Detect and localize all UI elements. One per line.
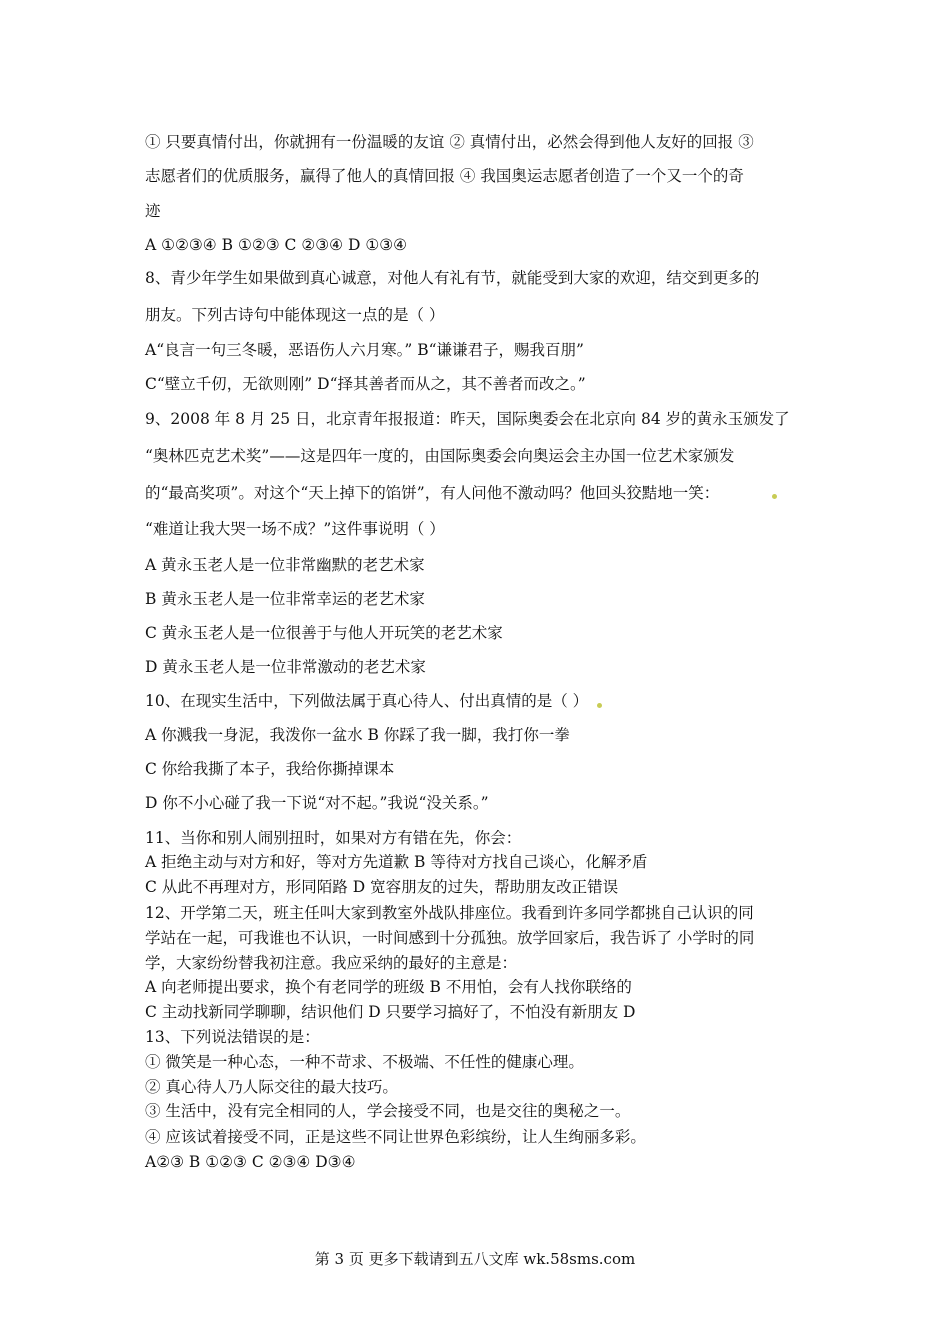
- text-line: 朋友。下列古诗句中能体现这一点的是（ ）: [145, 306, 445, 324]
- text-line: “奥林匹克艺术奖”——这是四年一度的，由国际奥委会向奥运会主办国一位艺术家颁发: [145, 447, 735, 465]
- text-line: 的“最高奖项”。对这个“天上掉下的馅饼”，有人问他不激动吗？他回头狡黠地一笑：: [145, 484, 720, 502]
- text-line: A 你溅我一身泥，我泼你一盆水 B 你踩了我一脚，我打你一拳: [145, 726, 570, 744]
- text-line: ③ 生活中，没有完全相同的人，学会接受不同，也是交往的奥秘之一。: [145, 1102, 631, 1120]
- text-line: A 向老师提出要求，换个有老同学的班级 B 不用怕，会有人找你联络的: [145, 978, 632, 996]
- text-line: 9、2008 年 8 月 25 日，北京青年报报道：昨天，国际奥委会在北京向 84 岁的黄永玉颁发了: [145, 410, 790, 428]
- text-line: 8、青少年学生如果做到真心诚意，对他人有礼有节，就能受到大家的欢迎，结交到更多的: [145, 269, 760, 287]
- text-line: “难道让我大哭一场不成？”这件事说明（ ）: [145, 520, 445, 538]
- text-line: 13、下列说法错误的是：: [145, 1028, 320, 1046]
- text-line: 志愿者们的优质服务，赢得了他人的真情回报 ④ 我国奥运志愿者创造了一个又一个的奇: [145, 167, 744, 185]
- text-line: C“壁立千仞，无欲则刚” D“择其善者而从之，其不善者而改之。”: [145, 375, 586, 393]
- text-line: A“良言一句三冬暖，恶语伤人六月寒。” B“谦谦君子，赐我百朋”: [145, 341, 584, 359]
- annotation-dot: [772, 494, 777, 499]
- annotation-dot: [597, 703, 602, 708]
- text-line: A②③ B ①②③ C ②③④ D③④: [145, 1153, 356, 1171]
- text-line: C 你给我撕了本子，我给你撕掉课本: [145, 760, 395, 778]
- text-line: A ①②③④ B ①②③ C ②③④ D ①③④: [145, 236, 408, 254]
- text-line: 11、当你和别人闹别扭时，如果对方有错在先，你会：: [145, 829, 522, 847]
- text-line: ② 真心待人乃人际交往的最大技巧。: [145, 1078, 398, 1096]
- text-line: D 你不小心碰了我一下说“对不起。”我说“没关系。”: [145, 794, 489, 812]
- text-line: C 主动找新同学聊聊，结识他们 D 只要学习搞好了，不怕没有新朋友 D: [145, 1003, 636, 1021]
- text-line: 迹: [145, 202, 161, 220]
- text-line: 学站在一起，可我谁也不认识，一时间感到十分孤独。放学回家后，我告诉了 小学时的同: [145, 929, 755, 947]
- text-line: 12、开学第二天，班主任叫大家到教室外战队排座位。我看到许多同学都挑自己认识的同: [145, 904, 754, 922]
- text-line: ④ 应该试着接受不同，正是这些不同让世界色彩缤纷，让人生绚丽多彩。: [145, 1128, 646, 1146]
- text-line: ① 只要真情付出，你就拥有一份温暖的友谊 ② 真情付出，必然会得到他人友好的回报 ③: [145, 133, 754, 151]
- text-line: 学，大家纷纷替我初注意。我应采纳的最好的主意是：: [145, 954, 518, 972]
- text-line: D 黄永玉老人是一位非常激动的老艺术家: [145, 658, 426, 676]
- text-line: A 黄永玉老人是一位非常幽默的老艺术家: [145, 556, 425, 574]
- text-line: A 拒绝主动与对方和好，等对方先道歉 B 等待对方找自己谈心，化解矛盾: [145, 853, 648, 871]
- text-line: B 黄永玉老人是一位非常幸运的老艺术家: [145, 590, 425, 608]
- text-line: C 黄永玉老人是一位很善于与他人开玩笑的老艺术家: [145, 624, 503, 642]
- page-footer: 第 3 页 更多下载请到五八文库 wk.58sms.com: [314, 1250, 636, 1268]
- text-line: 10、在现实生活中，下列做法属于真心待人、付出真情的是（ ）: [145, 692, 589, 710]
- text-line: C 从此不再理对方，形同陌路 D 宽容朋友的过失，帮助朋友改正错误: [145, 878, 619, 896]
- text-line: ① 微笑是一种心态，一种不苛求、不极端、不任性的健康心理。: [145, 1053, 584, 1071]
